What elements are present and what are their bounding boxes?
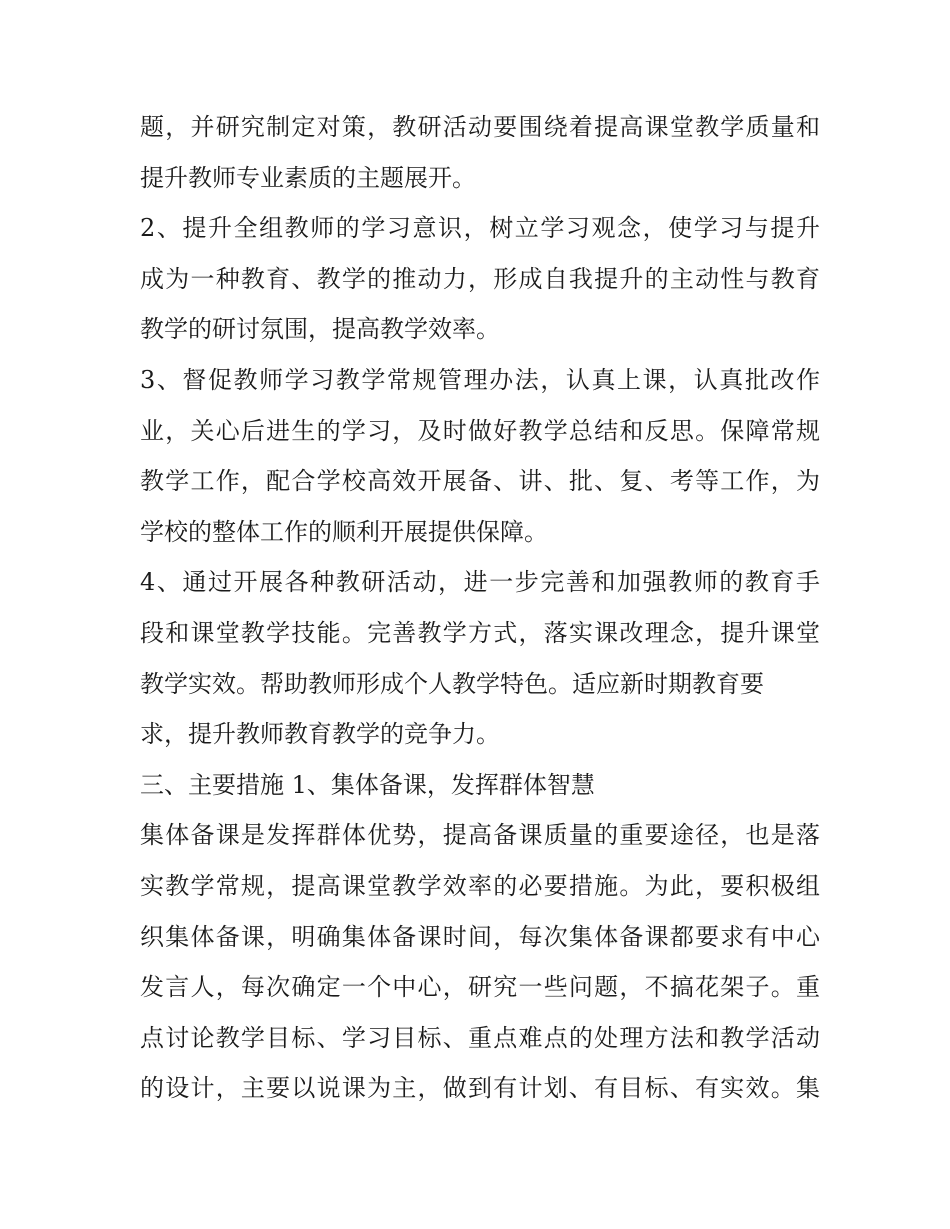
text-line: 提升教师专业素质的主题展开。 bbox=[140, 163, 476, 192]
text-line: 4、通过开展各种教研活动，进一步完善和加强教师的教育手 bbox=[140, 568, 820, 597]
text-line: 求，提升教师教育教学的竞争力。 bbox=[140, 720, 500, 749]
text-line: 学校的整体工作的顺利开展提供保障。 bbox=[140, 517, 548, 546]
text-line: 段和课堂教学技能。完善教学方式，落实课改理念，提升课堂 bbox=[140, 618, 820, 647]
text-line: 的设计，主要以说课为主，做到有计划、有目标、有实效。集 bbox=[140, 1074, 820, 1103]
text-line: 成为一种教育、教学的推动力，形成自我提升的主动性与教育 bbox=[140, 264, 820, 293]
text-line: 教学实效。帮助教师形成个人教学特色。适应新时期教育要 bbox=[140, 669, 764, 698]
text-line: 集体备课是发挥群体优势，提高备课质量的重要途径，也是落 bbox=[140, 821, 820, 850]
text-line: 教学的研讨氛围，提高教学效率。 bbox=[140, 315, 500, 344]
text-line: 三、主要措施 1、集体备课，发挥群体智慧 bbox=[140, 770, 595, 799]
text-line: 实教学常规，提高课堂教学效率的必要措施。为此，要积极组 bbox=[140, 871, 820, 900]
text-line: 3、督促教师学习教学常规管理办法，认真上课，认真批改作 bbox=[140, 365, 820, 394]
text-line: 点讨论教学目标、学习目标、重点难点的处理方法和教学活动 bbox=[140, 1023, 820, 1052]
text-line: 业，关心后进生的学习，及时做好教学总结和反思。保障常规 bbox=[140, 416, 820, 445]
text-line: 题，并研究制定对策，教研活动要围绕着提高课堂教学质量和 bbox=[140, 113, 820, 141]
text-line: 发言人，每次确定一个中心，研究一些问题，不搞花架子。重 bbox=[140, 973, 820, 1002]
text-line: 织集体备课，明确集体备课时间，每次集体备课都要求有中心 bbox=[140, 922, 820, 951]
text-line: 教学工作，配合学校高效开展备、讲、批、复、考等工作，为 bbox=[140, 467, 820, 496]
document-body bbox=[140, 102, 820, 1114]
text-line: 2、提升全组教师的学习意识，树立学习观念，使学习与提升 bbox=[140, 214, 820, 243]
